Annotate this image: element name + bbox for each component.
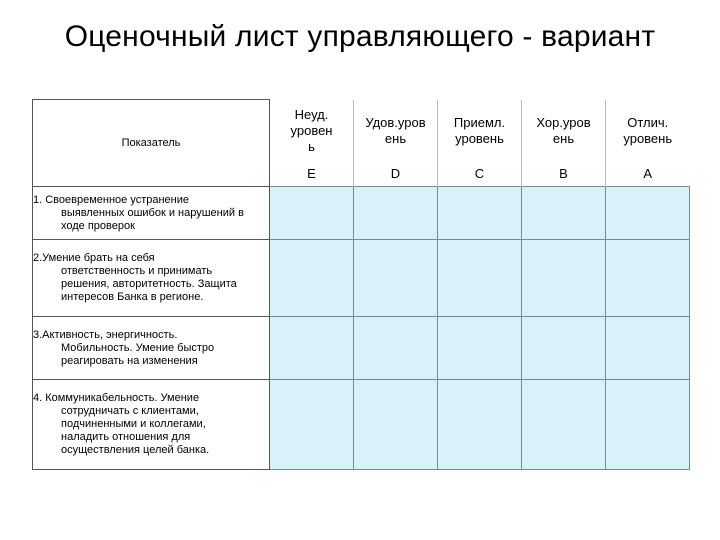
score-cell-a[interactable] (606, 240, 690, 317)
slide-title: Оценочный лист управляющего - вариант (64, 20, 656, 53)
score-cell-c[interactable] (438, 380, 522, 470)
table-row (33, 187, 690, 240)
indicator-text: 3.Активность, энергичность. Мобильность. Умение быстро реагировать на изменения (33, 328, 215, 367)
level-header-e: Неуд. уровен ь (270, 100, 354, 162)
indicator-cell (33, 317, 270, 380)
table-row (33, 380, 690, 470)
score-cell-d[interactable] (354, 240, 438, 317)
indicator-text: 2.Умение брать на себя ответственность и принимать решения, авторитетность. Защита интересов Банка в регионе. (33, 252, 237, 303)
score-cell-c[interactable] (438, 317, 522, 380)
score-cell-d[interactable] (354, 380, 438, 470)
score-cell-d[interactable] (354, 317, 438, 380)
evaluation-table (32, 99, 690, 470)
indicator-text: 4. Коммуникабельность. Умение сотрудничать с клиентами, подчиненными и коллегами, наладить отношения для осуществления целей банка. (33, 392, 210, 456)
score-cell-b[interactable] (522, 317, 606, 380)
table-row (33, 317, 690, 380)
indicator-cell (33, 380, 270, 470)
level-header-a: Отлич. уровень (606, 100, 690, 162)
level-code-b: B (522, 162, 606, 187)
score-cell-e[interactable] (270, 187, 354, 240)
score-cell-e[interactable] (270, 240, 354, 317)
header-row (33, 100, 690, 162)
indicator-cell (33, 240, 270, 317)
score-cell-b[interactable] (522, 240, 606, 317)
score-cell-a[interactable] (606, 187, 690, 240)
score-cell-b[interactable] (522, 187, 606, 240)
score-cell-c[interactable] (438, 240, 522, 317)
score-cell-e[interactable] (270, 317, 354, 380)
level-code-c: C (438, 162, 522, 187)
score-cell-b[interactable] (522, 380, 606, 470)
indicator-cell (33, 187, 270, 240)
level-code-d: D (354, 162, 438, 187)
level-header-d: Удов.уров ень (354, 100, 438, 162)
level-code-a: A (606, 162, 690, 187)
table-row (33, 240, 690, 317)
indicator-text: 1. Своевременное устранение выявленных ошибок и нарушений в ходе проверок (33, 193, 244, 232)
score-cell-c[interactable] (438, 187, 522, 240)
indicator-header-label: Показатель (121, 137, 181, 149)
level-code-e: E (270, 162, 354, 187)
level-header-b: Хор.уров ень (522, 100, 606, 162)
level-header-c: Приемл. уровень (438, 100, 522, 162)
score-cell-e[interactable] (270, 380, 354, 470)
score-cell-d[interactable] (354, 187, 438, 240)
indicator-header (33, 100, 270, 187)
score-cell-a[interactable] (606, 317, 690, 380)
score-cell-a[interactable] (606, 380, 690, 470)
